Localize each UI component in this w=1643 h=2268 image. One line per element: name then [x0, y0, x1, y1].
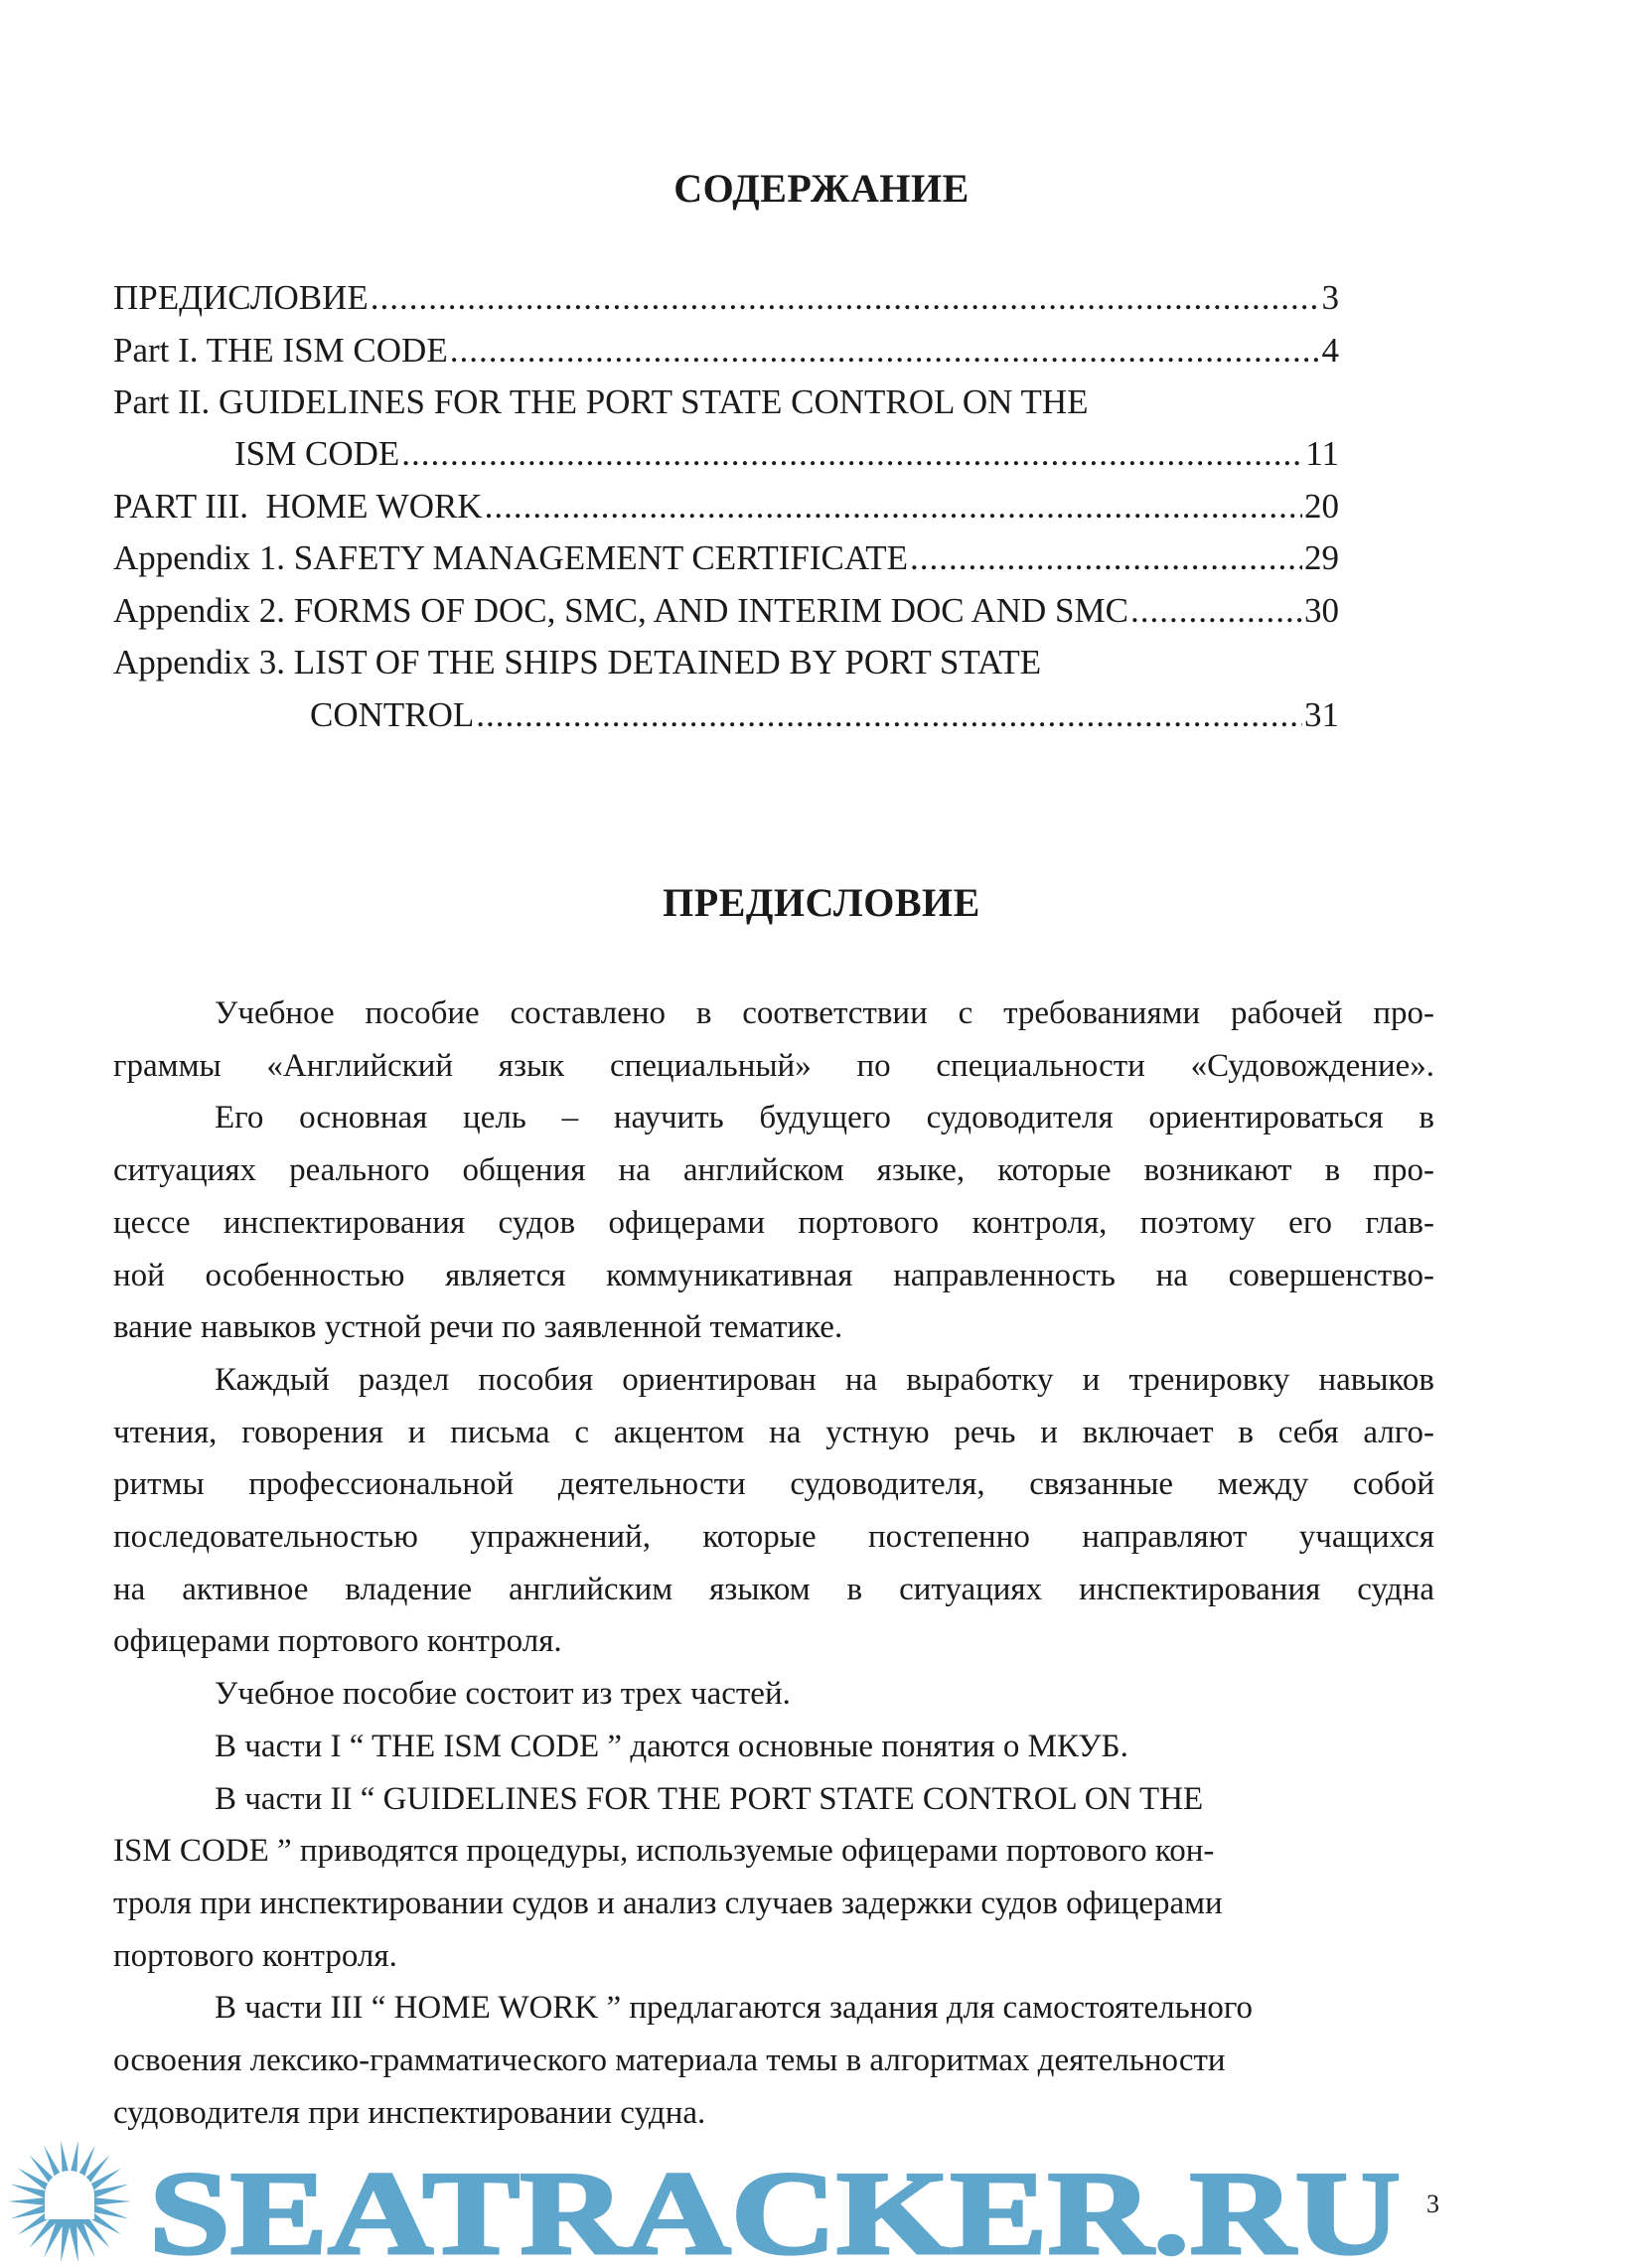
toc-entry-appendix2[interactable] — [113, 591, 1339, 631]
toc-label: Appendix 3. LIST OF THE SHIPS DETAINED BY PORT STATE — [113, 643, 1042, 681]
preface-line: Каждый раздел пособия ориентирован на выработку и тренировку навыков — [215, 1361, 1434, 1398]
preface-line: судоводителя при инспектировании судна. — [113, 2094, 706, 2131]
preface-line: ной особенностью является коммуникативная направленность на совершенство- — [113, 1257, 1434, 1293]
preface-line: на активное владение английским языком в ситуациях инспектирования судна — [113, 1571, 1434, 1607]
preface-line: В части I “ THE ISM CODE ” даются основные понятия о МКУБ. — [215, 1728, 1128, 1764]
toc-page: 31 — [1304, 695, 1339, 734]
preface-title: ПРЕДИСЛОВИЕ — [663, 880, 980, 925]
preface-line: освоения лексико-грамматического материала темы в алгоритмах деятельности — [113, 2042, 1226, 2078]
toc-entry-appendix3-cont[interactable] — [310, 695, 1339, 735]
toc-entry-appendix3[interactable] — [113, 643, 1339, 682]
page-number: 3 — [1426, 2190, 1439, 2218]
toc-label: Appendix 2. FORMS OF DOC, SMC, AND INTERIM DOC AND SMC — [113, 591, 1128, 630]
toc-label: Appendix 1. SAFETY MANAGEMENT CERTIFICATE — [113, 538, 908, 577]
toc-leader — [1130, 591, 1302, 631]
preface-line: граммы «Английский язык специальный» по специальности «Судовождение». — [113, 1047, 1434, 1084]
toc-leader — [371, 278, 1320, 318]
toc-leader — [910, 538, 1302, 578]
toc-entry-preface[interactable] — [113, 278, 1339, 318]
preface-line: ритмы профессиональной деятельности судоводителя, связанные между собой — [113, 1466, 1434, 1503]
preface-line: офицерами портового контроля. — [113, 1623, 562, 1660]
toc-page: 4 — [1321, 331, 1339, 370]
toc-label: Part I. THE ISM CODE — [113, 331, 448, 370]
toc-leader — [476, 695, 1302, 735]
toc-label: CONTROL — [310, 695, 475, 734]
preface-line: цессе инспектирования судов офицерами портового контроля, поэтому его глав- — [113, 1204, 1434, 1241]
starburst-icon — [8, 2141, 131, 2263]
watermark-logo — [0, 2136, 1643, 2268]
toc-entry-appendix1[interactable] — [113, 538, 1339, 578]
toc-page: 20 — [1304, 487, 1339, 526]
preface-line: В части II “ GUIDELINES FOR THE PORT STATE CONTROL ON THE — [215, 1780, 1204, 1817]
toc-page: 30 — [1304, 591, 1339, 630]
preface-line: чтения, говорения и письма с акцентом на устную речь и включает в себя алго- — [113, 1414, 1434, 1450]
preface-line: последовательностью упражнений, которые постепенно направляют учащихся — [113, 1519, 1434, 1555]
toc-entry-part1[interactable] — [113, 331, 1339, 371]
watermark-text: SEATRACKER.RU — [149, 2147, 1401, 2268]
preface-line: троля при инспектировании судов и анализ случаев задержки судов офицерами — [113, 1885, 1223, 1921]
preface-line: ISM CODE ” приводятся процедуры, используемые офицерами портового кон- — [113, 1833, 1215, 1870]
toc-leader — [450, 331, 1320, 371]
toc-label: ПРЕДИСЛОВИЕ — [113, 278, 369, 317]
preface-line: ситуациях реального общения на английском языке, которые возникают в про- — [113, 1152, 1434, 1189]
preface-line: портового контроля. — [113, 1937, 397, 1974]
toc-entry-part2-cont[interactable] — [234, 434, 1339, 474]
toc-entry-part3[interactable] — [113, 487, 1339, 527]
toc-title: СОДЕРЖАНИЕ — [673, 166, 970, 211]
toc-page: 11 — [1305, 434, 1339, 473]
toc-leader — [485, 487, 1302, 527]
preface-line: вание навыков устной речи по заявленной тематике. — [113, 1309, 843, 1346]
toc-label: PART III. HOME WORK — [113, 487, 483, 526]
starburst-dome — [45, 2171, 94, 2219]
preface-line: Его основная цель – научить будущего судоводителя ориентироваться в — [215, 1100, 1434, 1136]
preface-line: В части III “ HOME WORK ” предлагаются задания для самостоятельного — [215, 1990, 1254, 2027]
toc-page: 29 — [1304, 538, 1339, 577]
toc-label: ISM CODE — [234, 434, 400, 473]
toc-label: Part II. GUIDELINES FOR THE PORT STATE CONTROL ON THE — [113, 382, 1089, 421]
toc-leader — [401, 434, 1303, 474]
preface-line: Учебное пособие составлено в соответствии с требованиями рабочей про- — [215, 995, 1434, 1031]
toc-entry-part2[interactable] — [113, 382, 1339, 422]
preface-line: Учебное пособие состоит из трех частей. — [215, 1676, 791, 1713]
toc-page: 3 — [1321, 278, 1339, 317]
